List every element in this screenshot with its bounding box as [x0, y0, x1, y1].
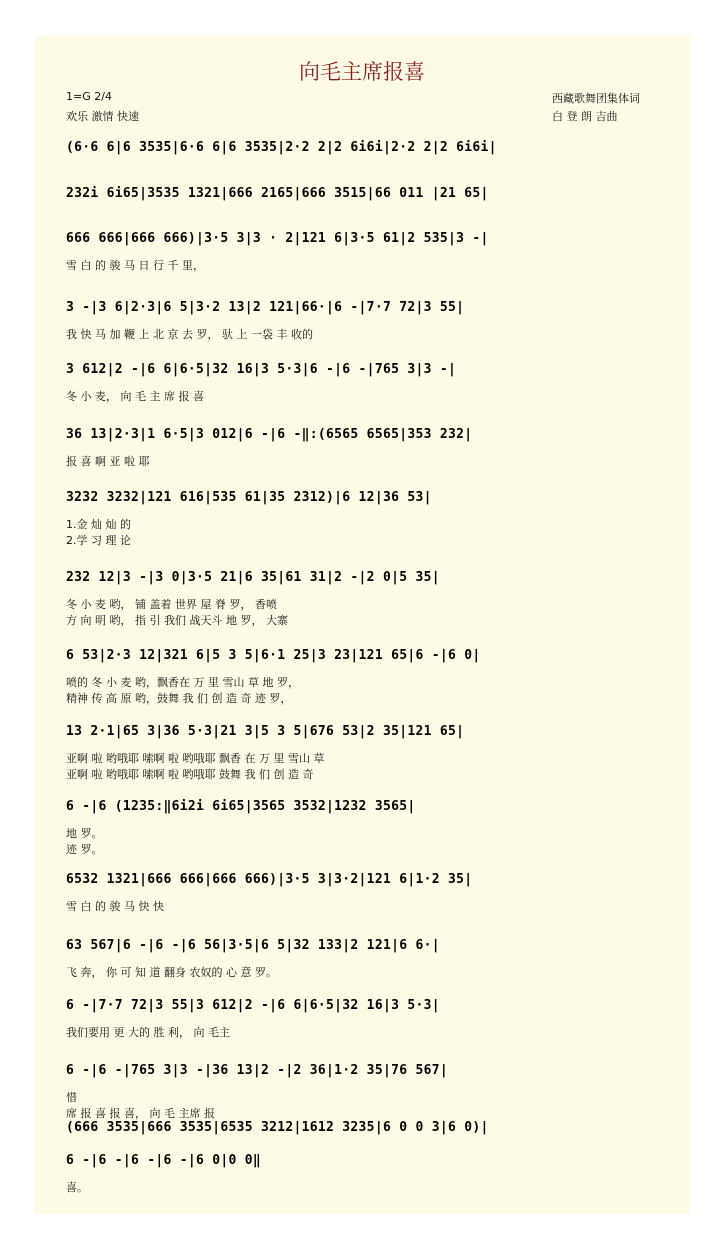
notation-line: 3 612|2 -|6 6|6·5|32 16|3 5·3|6 -|6 -|765 3|3 -|	[66, 362, 457, 377]
notation-line: 6532 1321|666 666|666 666)|3·5 3|3·2|121 6|1·2 35|	[66, 872, 473, 887]
lyric-line: 亚啊 啦 哟哦耶 嗦啊 啦 哟哦耶 飘香 在 万 里 雪山 草	[66, 752, 325, 765]
lyric-line: 迹 罗。	[66, 843, 103, 856]
lyric-line: 惜	[66, 1091, 77, 1104]
lyric-line: 报 喜 啊 亚 啦 耶	[66, 455, 150, 468]
lyric-line: 雪 白 的 骏 马 日 行 千 里，	[66, 259, 204, 272]
lyric-line: 精神 传 高 原 哟，鼓舞 我 们 创 造 奇 迹 罗，	[66, 692, 292, 705]
lyric-line: 雪 白 的 骏 马 快 快	[66, 900, 164, 913]
notation-line: 63 567|6 -|6 -|6 56|3·5|6 5|32 133|2 121|6 6·|	[66, 938, 440, 953]
lyric-line: 我 快 马 加 鞭 上 北 京 去 罗， 驮 上 一袋 丰 收的	[66, 328, 313, 341]
tempo-marking: 欢乐 激情 快速	[66, 110, 139, 123]
notation-line: (666 3535|666 3535|6535 3212|1612 3235|6 0 0 3|6 0)|	[66, 1120, 489, 1135]
lyric-line: 方 向 明 哟， 指 引 我们 战天斗 地 罗， 大寨	[66, 614, 288, 627]
notation-line: 13 2·1|65 3|36 5·3|21 3|5 3 5|676 53|2 35|121 65|	[66, 724, 465, 739]
composer-credit: 白 登 朗 吉曲	[552, 110, 618, 123]
notation-line: 6 -|6 -|765 3|3 -|36 13|2 -|2 36|1·2 35|76 567|	[66, 1063, 448, 1078]
notation-line: 3 -|3 6|2·3|6 5|3·2 13|2 121|66·|6 -|7·7 72|3 55|	[66, 300, 465, 315]
song-title: 向毛主席报喜	[299, 60, 425, 84]
lyric-line: 地 罗。	[66, 827, 103, 840]
notation-line: 3232 3232|121 616|535 61|35 2312)|6 12|36 53|	[66, 490, 432, 505]
lyric-line: 冬 小 麦， 向 毛 主 席 报 喜	[66, 390, 204, 403]
notation-line: (6·6 6|6 3535|6·6 6|6 3535|2·2 2|2 6i6i|2·2 2|2 6i6i|	[66, 140, 497, 155]
notation-line: 6 -|7·7 72|3 55|3 612|2 -|6 6|6·5|32 16|3 5·3|	[66, 998, 440, 1013]
lyric-line: 席 报 喜 报 喜， 向 毛 主席 报	[66, 1107, 215, 1120]
lyric-line: 2.学 习 理 论	[66, 534, 131, 547]
lyric-line: 喷的 冬 小 麦 哟，飘香在 万 里 雪山 草 地 罗，	[66, 676, 299, 689]
notation-line: 6 -|6 -|6 -|6 -|6 0|0 0‖	[66, 1153, 262, 1168]
notation-line: 232i 6i65|3535 1321|666 2165|666 3515|66 011 |21 65|	[66, 186, 489, 201]
lyric-line: 飞 奔， 你 可 知 道 翻身 农奴的 心 意 罗。	[66, 966, 277, 979]
lyric-line: 1.金 灿 灿 的	[66, 518, 131, 531]
lyric-line: 喜。	[66, 1181, 88, 1194]
notation-line: 6 -|6 (1235:‖6i2i 6i65|3565 3532|1232 3565|	[66, 799, 416, 814]
notation-line: 6 53|2·3 12|321 6|5 3 5|6·1 25|3 23|121 65|6 -|6 0|	[66, 648, 481, 663]
lyric-line: 冬 小 麦 哟， 铺 盖着 世界 屋 脊 罗， 香喷	[66, 598, 277, 611]
lyricist-credit: 西藏歌舞团集体词	[552, 92, 640, 105]
notation-line: 36 13|2·3|1 6·5|3 012|6 -|6 -‖:(6565 6565|353 232|	[66, 427, 473, 442]
notation-line: 232 12|3 -|3 0|3·5 21|6 35|61 31|2 -|2 0|5 35|	[66, 570, 440, 585]
key-signature: 1=G 2/4	[66, 90, 112, 103]
lyric-line: 亚啊 啦 哟哦耶 嗦啊 啦 哟哦耶 鼓舞 我 们 创 造 奇	[66, 768, 314, 781]
lyric-line: 我们要用 更 大的 胜 利， 向 毛主	[66, 1026, 230, 1039]
notation-line: 666 666|666 666)|3·5 3|3 · 2|121 6|3·5 61|2 535|3 -|	[66, 231, 489, 246]
